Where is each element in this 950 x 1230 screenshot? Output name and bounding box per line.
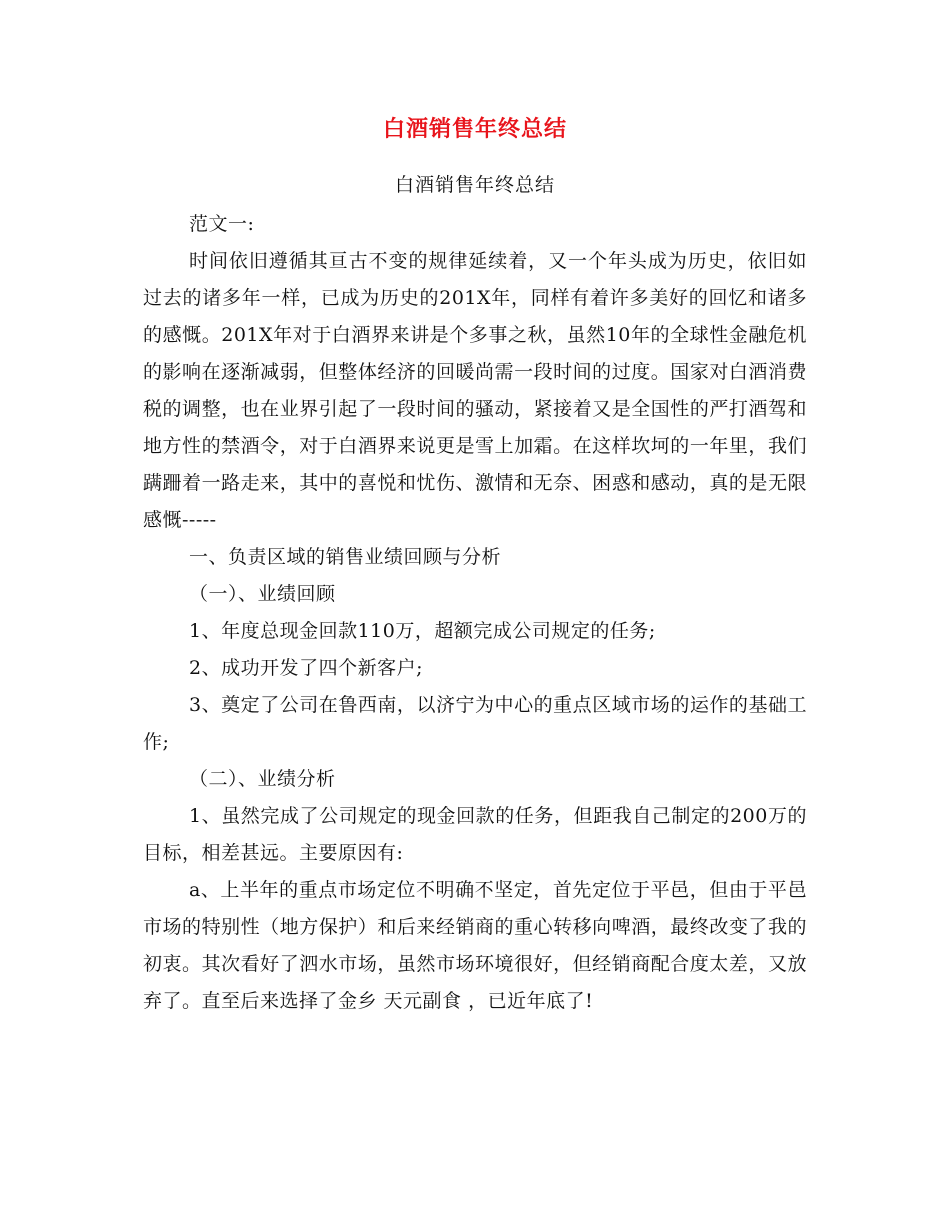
section-heading: 一、负责区域的销售业绩回顾与分析	[189, 546, 502, 568]
list-item: 2、成功开发了四个新客户;	[189, 657, 423, 679]
list-item: 1、年度总现金回款110万，超额完成公司规定的任务;	[189, 620, 656, 642]
section-label: 范文一:	[189, 213, 255, 235]
list-item: 1、虽然完成了公司规定的现金回款的任务，但距我自己制定的200万的目标，相差甚远。主要原因有:	[143, 805, 807, 864]
document-subtitle: 白酒销售年终总结	[394, 174, 555, 196]
document-body	[143, 206, 807, 1020]
list-item: a、上半年的重点市场定位不明确不坚定，首先定位于平邑，但由于平邑市场的特别性（地方保护）和后来经销商的重心转移向啤酒，最终改变了我的初衷。其次看好了泗水市场，虽然市场环境很好，但经销商配合度太差，又放弃了。直至后来选择了金乡 天元副食 ，已近年底了!	[143, 879, 807, 1012]
subsection-heading: （一）、业绩回顾	[189, 583, 336, 605]
intro-paragraph: 时间依旧遵循其亘古不变的规律延续着，又一个年头成为历史，依旧如过去的诸多年一样，已成为历史的201X年，同样有着许多美好的回忆和诸多的感慨。201X年对于白酒界来讲是个多事之秋，虽然10年的全球性金融危机的影响在逐渐减弱，但整体经济的回暖尚需一段时间的过度。国家对白酒消费税的调整，也在业界引起了一段时间的骚动，紧接着又是全国性的严打酒驾和地方性的禁酒令，对于白酒界来说更是雪上加霜。在这样坎坷的一年里，我们蹒跚着一路走来，其中的喜悦和忧伤、激情和无奈、困惑和感动，真的是无限感慨-----	[143, 250, 807, 531]
document-title: 白酒销售年终总结	[382, 117, 567, 142]
subsection-heading: （二）、业绩分析	[189, 768, 336, 790]
list-item: 3、奠定了公司在鲁西南，以济宁为中心的重点区域市场的运作的基础工作;	[143, 694, 807, 753]
